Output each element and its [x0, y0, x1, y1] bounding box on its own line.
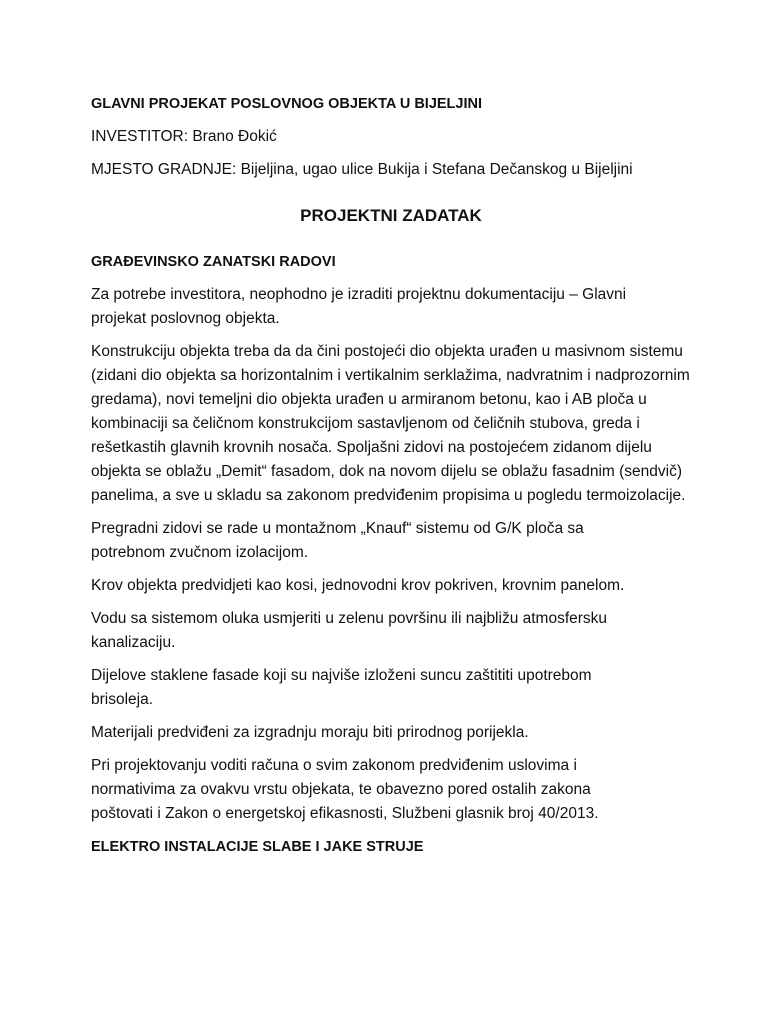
- paragraph-3: Pregradni zidovi se rade u montažnom „Knauf“ sistemu od G/K ploča sa potrebnom zvučnom izolacijom.: [91, 520, 584, 561]
- section-heading-electrical: ELEKTRO INSTALACIJE SLABE I JAKE STRUJE: [91, 839, 424, 855]
- project-title: GLAVNI PROJEKAT POSLOVNOG OBJEKTA U BIJELJINI: [91, 96, 483, 112]
- paragraph-5: Vodu sa sistemom oluka usmjeriti u zelenu površinu ili najbližu atmosfersku kanalizaciju.: [91, 610, 608, 651]
- location-line: MJESTO GRADNJE: Bijeljina, ugao ulice Bukija i Stefana Dečanskog u Bijeljini: [91, 161, 633, 178]
- document-title: PROJEKTNI ZADATAK: [300, 206, 482, 225]
- document-page: [91, 92, 691, 859]
- section-heading-construction: GRAĐEVINSKO ZANATSKI RADOVI: [91, 254, 336, 270]
- paragraph-4: Krov objekta predvidjeti kao kosi, jednovodni krov pokriven, krovnim panelom.: [91, 577, 625, 594]
- paragraph-2: Konstrukciju objekta treba da da čini postojeći dio objekta urađen u masivnom sistemu (zidani dio objekta sa horizontalnim i vertikalnim serklažima, nadvratnim i nadprozornim gredama), novi temeljni dio objekta urađen u armiranom betonu, kao i AB ploča u kombinaciji sa čeličnom konstrukcijom sastavljenom od čeličnih stubova, greda i rešetkastih glavnih krovnih nosača. Spoljašni zidovi na postojećem zidanom dijelu objekta se oblažu „Demit“ fasadom, dok na novom dijelu se oblažu fasadnim (sendvič) panelima, a sve u skladu sa zakonom predviđenim propisima u pogledu termoizolacije.: [91, 343, 690, 504]
- paragraph-8: Pri projektovanju voditi računa o svim zakonom predviđenim uslovima i normativima za ovakvu vrstu objekata, te obavezno pored ostalih zakona poštovati i Zakon o energetskoj efikasnosti, Službeni glasnik broj 40/2013.: [91, 757, 599, 822]
- paragraph-1: Za potrebe investitora, neophodno je izraditi projektnu dokumentaciju – Glavni projekat poslovnog objekta.: [91, 286, 627, 327]
- investor-line: INVESTITOR: Brano Đokić: [91, 128, 277, 145]
- paragraph-6: Dijelove staklene fasade koji su najviše izloženi suncu zaštititi upotrebom brisoleja.: [91, 667, 592, 708]
- paragraph-7: Materijali predviđeni za izgradnju moraju biti prirodnog porijekla.: [91, 724, 529, 741]
